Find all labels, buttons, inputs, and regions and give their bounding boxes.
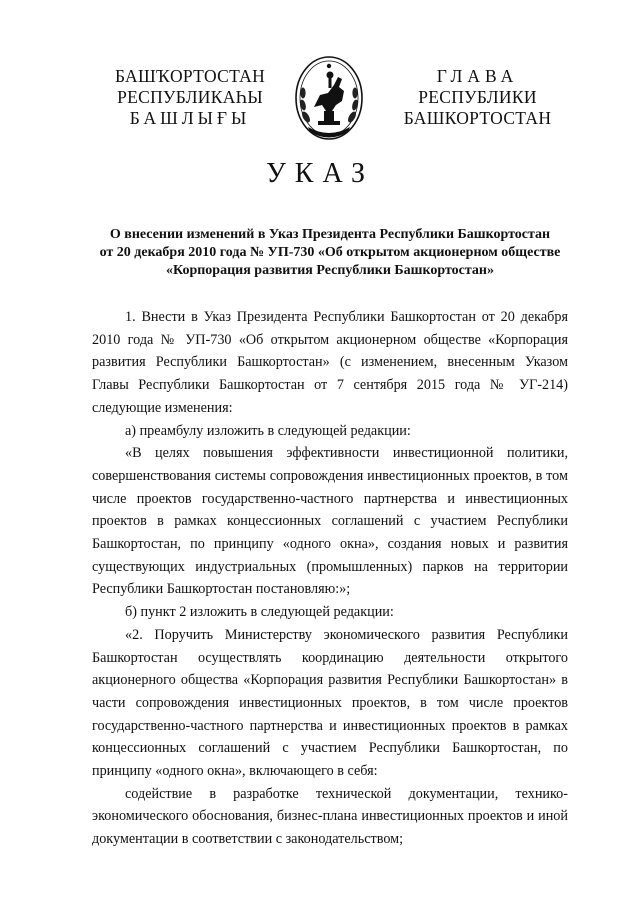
decree-subject	[80, 226, 580, 280]
header-bashkir-line-3: БАШЛЫҒЫ	[129, 108, 251, 128]
subject-line-3: «Корпорация развития Республики Башкортостан»	[166, 263, 494, 278]
paragraph-item-1: 1. Внести в Указ Президента Республики Башкортостан от 20 декабря 2010 года № УП-730 «Об открытом акционерном обществе «Корпорация развития Республики Башкортостан» (с изменением, внесенным Указом Главы Республики Башкортостан от 7 сентября 2015 года № УГ-214) следующие изменения:	[92, 309, 568, 416]
subject-line-1: О внесении изменений в Указ Президента Республики Башкортостан	[109, 227, 551, 242]
header-bashkir-line-1: БАШҠОРТОСТАН	[114, 66, 266, 86]
header-russian	[390, 66, 565, 129]
header-bashkir	[100, 66, 280, 129]
header-russian-line-1: ГЛАВА	[436, 66, 519, 86]
subject-line-2: от 20 декабря 2010 года № УП-730 «Об открытом акционерном обществе	[99, 245, 561, 260]
coat-of-arms-icon	[294, 55, 364, 141]
header-russian-line-3: БАШКОРТОСТАН	[403, 108, 552, 128]
header-russian-line-2: РЕСПУБЛИКИ	[418, 87, 537, 107]
paragraph-assistance: содействие в разработке технической документации, технико-экономического обоснования, бизнес-плана инвестиционных проектов и иной документации в соответствии с законодательством;	[92, 785, 568, 848]
paragraph-subitem-b: б) пункт 2 изложить в следующей редакции:	[125, 604, 394, 621]
header-bashkir-line-2: РЕСПУБЛИКАҺЫ	[117, 87, 263, 107]
paragraph-item-2-text: «2. Поручить Министерству экономического развития Республики Башкортостан осуществлять координацию деятельности открытого акционерного общества «Корпорация развития Республики Башкортостан» в части сопровождения инвестиционных проектов, в том числе проектов государственно-частного партнерства и инвестиционных проектов в рамках концессионных соглашений с участием Республики Башкортостан, по принципу «одного окна», включающего в себя:	[92, 626, 568, 780]
paragraph-subitem-a: а) преамбулу изложить в следующей редакции:	[125, 422, 411, 439]
paragraph-preamble-text: «В целях повышения эффективности инвестиционной политики, совершенствования системы сопровождения инвестиционных проектов, в том числе проектов государственно-частного партнерства и инвестиционных проектов в рамках концессионных соглашений с участием Республики Башкортостан, по принципу «одного окна», создания новых и развития существующих индустриальных (промышленных) парков на территории Республики Башкортостан постановляю:»;	[92, 445, 568, 598]
document-type-title: УКАЗ	[265, 158, 375, 189]
decree-body	[92, 306, 568, 851]
